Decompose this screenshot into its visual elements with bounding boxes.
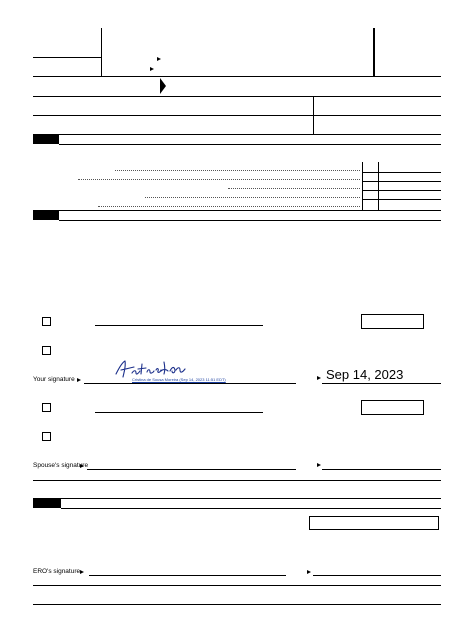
ero-date-line[interactable]: [313, 575, 441, 576]
your-signature-date: Sep 14, 2023: [326, 367, 404, 382]
pointer-icon: [157, 57, 161, 61]
part-marker: [33, 498, 61, 508]
ero-firm-name-line[interactable]: [95, 325, 263, 326]
efin-box[interactable]: [309, 516, 439, 530]
spouse-date-line[interactable]: [322, 469, 441, 470]
part-rule: [59, 144, 441, 145]
signature-signer-note: Cristina de Sousa Moreira (Sep 14, 2023 11:51 EDT): [132, 377, 226, 382]
pointer-icon: [77, 378, 81, 382]
pointer-large-icon: [160, 78, 166, 94]
header-divider-right: [373, 28, 375, 76]
amount-col-divider: [362, 162, 363, 210]
footer-rule: [33, 604, 441, 605]
amount-row-rule: [362, 199, 441, 200]
self-select-checkbox[interactable]: [42, 346, 51, 355]
spouse-signature-line[interactable]: [87, 469, 296, 470]
amount-row-rule: [362, 172, 441, 173]
pointer-icon: [307, 570, 311, 574]
your-date-line[interactable]: [322, 383, 441, 384]
amount-col-divider: [378, 162, 379, 210]
pin-option-checkbox[interactable]: [42, 317, 51, 326]
header-divider-left: [101, 28, 102, 76]
dot-leader: [145, 197, 360, 198]
header-rule-small: [33, 57, 101, 58]
pointer-icon: [317, 376, 321, 380]
spouse-pin-option-checkbox[interactable]: [42, 403, 51, 412]
ero-signature-label: ERO's signature: [33, 568, 81, 575]
spouse-ero-firm-line[interactable]: [95, 412, 263, 413]
dot-leader: [98, 206, 360, 207]
header-rule: [33, 76, 441, 77]
pointer-icon: [80, 464, 84, 468]
your-signature-label: Your signature: [33, 376, 75, 383]
pointer-icon: [150, 67, 154, 71]
spouse-pin-box[interactable]: [361, 400, 424, 415]
dot-leader: [115, 170, 360, 171]
part-marker: [33, 134, 59, 144]
part-marker: [33, 210, 59, 220]
ero-signature-line[interactable]: [89, 575, 286, 576]
row-rule: [33, 96, 441, 97]
row-rule: [33, 115, 441, 116]
pointer-icon: [80, 570, 84, 574]
part-rule: [33, 498, 441, 499]
spouse-signature-label: Spouse's signature: [33, 462, 89, 469]
dot-leader: [78, 179, 360, 180]
part-rule: [61, 508, 441, 509]
part-rule: [33, 210, 441, 211]
section-rule: [33, 480, 441, 481]
pointer-icon: [317, 463, 321, 467]
section-rule: [33, 585, 441, 586]
part-rule: [59, 220, 441, 221]
your-signature-line[interactable]: [84, 383, 296, 384]
part-rule: [33, 134, 441, 135]
pin-box[interactable]: [361, 314, 424, 329]
spouse-self-select-checkbox[interactable]: [42, 432, 51, 441]
amount-row-rule: [362, 181, 441, 182]
dot-leader: [228, 188, 360, 189]
amount-row-rule: [362, 190, 441, 191]
